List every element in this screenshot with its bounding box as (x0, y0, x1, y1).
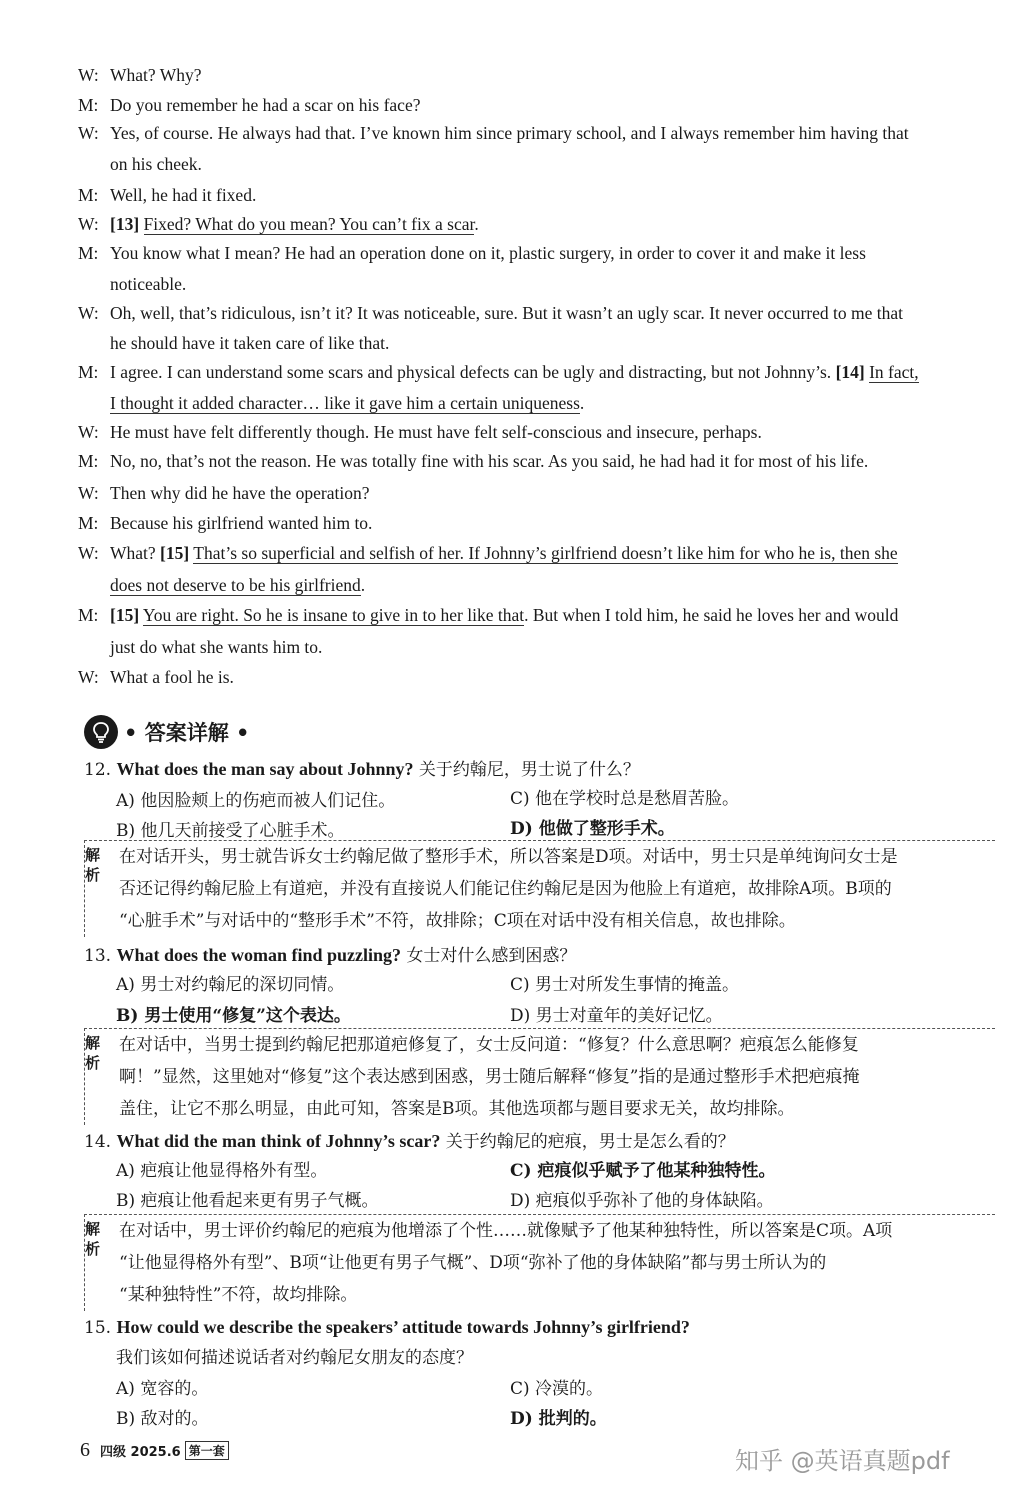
question-text-en: What does the man say about Johnny? (116, 759, 414, 779)
dialogue-text: noticeable. (110, 274, 187, 294)
dialogue-line (110, 570, 990, 600)
question-number: 12. (84, 760, 112, 780)
analysis-line: 啊！”显然，这里她对“修复”这个表达感到困惑，男士随后解释“修复”指的是通过整形手术把疤痕掩 (119, 1067, 860, 1087)
question-tag: [14] (835, 362, 865, 382)
section-title: • 答案详解 • (124, 721, 250, 745)
speaker-label: M: (78, 362, 99, 382)
speaker-label: W: (78, 667, 99, 687)
dialogue-line (78, 538, 993, 568)
question-number: 13. (84, 946, 112, 966)
dialogue-text: Well, he had it fixed. (110, 185, 257, 205)
dialogue-line (78, 118, 993, 148)
option-b: B) 疤痕让他看起来更有男子气概。 (116, 1191, 379, 1211)
dialogue-line (78, 478, 993, 508)
question-tag: [13] (110, 214, 140, 234)
dialogue-text: just do what she wants him to. (110, 637, 323, 657)
option-c: C) 男士对所发生事情的掩盖。 (510, 975, 740, 995)
dialogue-text: . (474, 214, 479, 234)
option-d: D) 男士对童年的美好记忆。 (510, 1006, 723, 1026)
question-text-zh: 女士对什么感到困惑？ (401, 946, 577, 966)
speaker-label: M: (78, 185, 99, 205)
question-13 (84, 940, 994, 971)
option-a: A) 宽容的。 (116, 1379, 209, 1399)
speaker-label: W: (78, 123, 99, 143)
question-text-zh: 我们该如何描述说话者对约翰尼女朋友的态度？ (116, 1348, 473, 1368)
dialogue-text: Because his girlfriend wanted him to. (110, 513, 373, 533)
analysis-box-14 (84, 1214, 995, 1311)
speaker-label: W: (78, 422, 99, 442)
dialogue-line (78, 357, 993, 387)
underlined-answer: Fixed? What do you mean? You can’t fix a scar (143, 214, 475, 234)
lightbulb-icon (84, 715, 118, 749)
question-text-en: What does the woman find puzzling? (116, 945, 401, 965)
question-tag: [15] (110, 605, 140, 625)
dialogue-text: Yes, of course. He always had that. I’ve known him since primary school, and I always remember him having that (110, 123, 909, 143)
dialogue-line (78, 180, 993, 210)
speaker-label: M: (78, 513, 99, 533)
dialogue-line (110, 632, 990, 662)
option-d-answer: D) 他做了整形手术。 (510, 819, 675, 839)
analysis-line: “某种独特性”不符，故均排除。 (119, 1285, 358, 1305)
dialogue-text: Then why did he have the operation? (110, 483, 370, 503)
dialogue-line (78, 60, 993, 90)
dialogue-line (110, 149, 990, 179)
page-number: 6 (80, 1438, 90, 1461)
underlined-answer: You are right. So he is insane to give in to her like that (142, 605, 525, 625)
underlined-answer: does not deserve to be his girlfriend (110, 575, 361, 595)
question-tag: [15] (160, 543, 190, 563)
dialogue-text: He must have felt differently though. He must have felt self-conscious and insecure, perhaps. (110, 422, 762, 442)
dialogue-line (78, 417, 993, 447)
option-d: D) 疤痕似乎弥补了他的身体缺陷。 (510, 1191, 774, 1211)
analysis-line: “心脏手术”与对话中的“整形手术”不符，故排除；C项在对话中没有相关信息，故也排除。 (119, 911, 796, 931)
dialogue-line (110, 328, 990, 358)
analysis-label: 解析 (85, 1220, 101, 1258)
lightbulb-icon-svg (91, 721, 111, 743)
option-a: A) 他因脸颊上的伤疤而被人们记住。 (116, 791, 396, 811)
analysis-text (119, 1215, 995, 1311)
speaker-label: W: (78, 303, 99, 323)
dialogue-line (78, 209, 993, 239)
analysis-text (119, 841, 995, 937)
option-b: B) 他几天前接受了心脏手术。 (116, 821, 345, 841)
analysis-line: 在对话中，当男士提到约翰尼把那道疤修复了，女士反问道：“修复？什么意思啊？疤痕怎么能修复 (119, 1035, 859, 1055)
option-c-answer: C) 疤痕似乎赋予了他某种独特性。 (510, 1161, 776, 1181)
dialogue-text: I agree. I can understand some scars and physical defects can be ugly and distracting, but not Johnny’s. (110, 362, 836, 382)
option-d-answer: D) 批判的。 (510, 1409, 607, 1429)
speaker-label: M: (78, 451, 99, 471)
option-a: A) 男士对约翰尼的深切同情。 (116, 975, 345, 995)
underlined-answer: That’s so superficial and selfish of her. If Johnny’s girlfriend doesn’t like him for who he is, then she (193, 543, 898, 563)
question-text-en: How could we describe the speakers’ attitude towards Johnny’s girlfriend? (116, 1317, 690, 1337)
speaker-label: W: (78, 65, 99, 85)
dialogue-line (78, 508, 993, 538)
analysis-line: 否还记得约翰尼脸上有道疤，并没有直接说人们能记住约翰尼是因为他脸上有道疤，故排除A项。B项的 (119, 879, 892, 899)
question-12 (84, 754, 994, 785)
watermark: 知乎 @英语真题pdf (735, 1447, 950, 1475)
question-number: 14. (84, 1132, 112, 1152)
analysis-line: “让他显得格外有型”、B项“让他更有男子气概”、D项“弥补了他的身体缺陷”都与男士所认为的 (119, 1253, 827, 1273)
speaker-label: M: (78, 243, 99, 263)
question-15 (84, 1312, 994, 1343)
question-text-en: What did the man think of Johnny’s scar? (116, 1131, 441, 1151)
dialogue-text: on his cheek. (110, 154, 202, 174)
question-number: 15. (84, 1318, 112, 1338)
dialogue-text: . (360, 575, 366, 595)
dialogue-text: . But when I told him, he said he loves her and would (524, 605, 899, 625)
speaker-label: W: (78, 543, 99, 563)
exam-label: 四级 2025.6 (100, 1444, 181, 1460)
section-header (84, 712, 249, 752)
page-footer (80, 1436, 229, 1464)
analysis-box-13 (84, 1028, 995, 1125)
dialogue-line (110, 388, 990, 418)
speaker-label: M: (78, 605, 99, 625)
option-c: C) 他在学校时总是愁眉苦脸。 (510, 789, 740, 809)
dialogue-text: No, no, that’s not the reason. He was totally fine with his scar. As you said, he had had it for most of his life. (110, 451, 869, 471)
question-text-zh: 关于约翰尼，男士说了什么？ (413, 760, 640, 780)
analysis-line: 在对话中，男士评价约翰尼的疤痕为他增添了个性……就像赋予了他某种独特性，所以答案是C项。A项 (119, 1221, 893, 1241)
dialogue-text: he should have it taken care of like that. (110, 333, 390, 353)
dialogue-line (78, 446, 993, 476)
dialogue-text: Oh, well, that’s ridiculous, isn’t it? It was noticeable, sure. But it wasn’t an ugly scar. It never occurred to me that (110, 303, 903, 323)
speaker-label: W: (78, 483, 99, 503)
set-label: 第一套 (185, 1441, 229, 1460)
dialogue-line (78, 298, 993, 328)
dialogue-line (78, 90, 993, 120)
analysis-label: 解析 (85, 1034, 101, 1072)
dialogue-text: Do you remember he had a scar on his face? (110, 95, 421, 115)
dialogue-line (78, 662, 993, 692)
underlined-answer: I thought it added character… like it gave him a certain uniqueness (110, 393, 580, 413)
option-b-answer: B) 男士使用“修复”这个表达。 (116, 1006, 351, 1026)
analysis-text (119, 1029, 995, 1125)
option-c: C) 冷漠的。 (510, 1379, 604, 1399)
option-b: B) 敌对的。 (116, 1409, 209, 1429)
option-a: A) 疤痕让他显得格外有型。 (116, 1161, 328, 1181)
dialogue-text: . (579, 393, 585, 413)
question-14 (84, 1126, 994, 1157)
underlined-answer: In fact, (869, 362, 919, 382)
analysis-box-12 (84, 840, 995, 937)
dialogue-line (110, 269, 990, 299)
dialogue-text: What a fool he is. (110, 667, 234, 687)
analysis-label: 解析 (85, 846, 101, 884)
dialogue-text: What? (110, 543, 161, 563)
dialogue-line (78, 600, 993, 630)
analysis-line: 在对话开头，男士就告诉女士约翰尼做了整形手术，所以答案是D项。对话中，男士只是单纯询问女士是 (119, 847, 898, 867)
question-text-zh: 关于约翰尼的疤痕，男士是怎么看的？ (440, 1132, 735, 1152)
speaker-label: M: (78, 95, 99, 115)
dialogue-line (78, 238, 993, 268)
speaker-label: W: (78, 214, 99, 234)
analysis-line: 盖住，让它不那么明显，由此可知，答案是B项。其他选项都与题目要求无关，故均排除。 (119, 1099, 795, 1119)
dialogue-text: You know what I mean? He had an operation done on it, plastic surgery, in order to cover it and make it less (110, 243, 866, 263)
dialogue-text: What? Why? (110, 65, 202, 85)
